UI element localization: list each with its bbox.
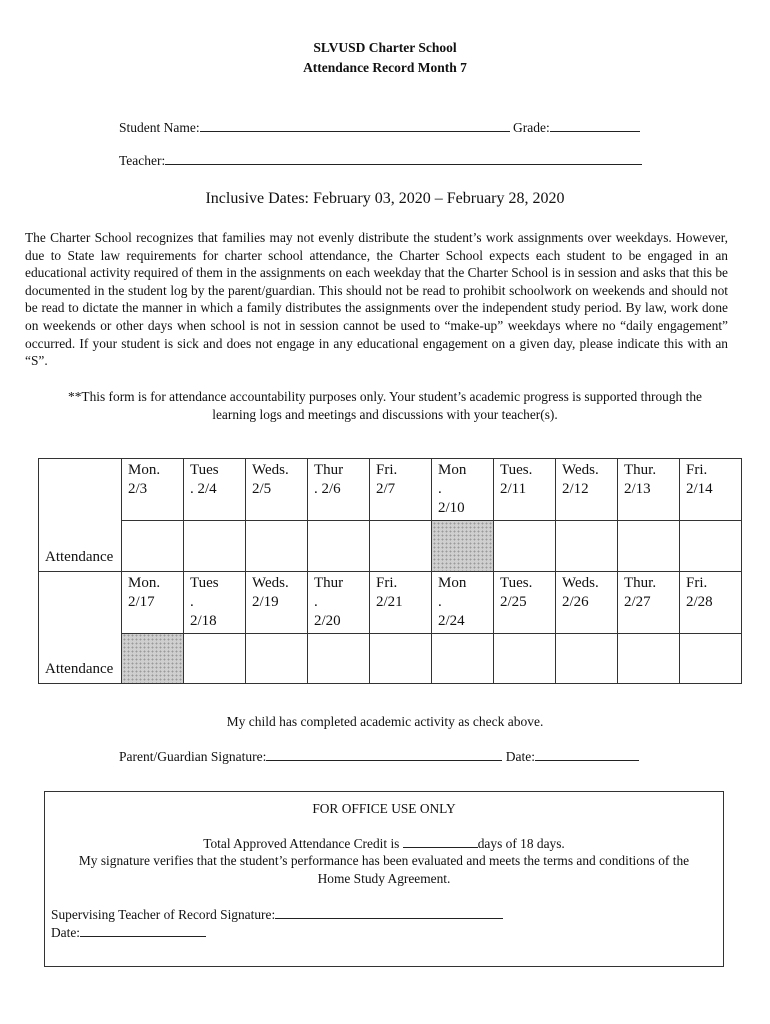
day-header-2-3: Mon. 2/3 — [122, 459, 184, 521]
student-name-row — [119, 118, 640, 136]
attendance-cell-2-27[interactable] — [618, 633, 680, 684]
attendance-cell-2-21[interactable] — [370, 633, 432, 684]
week2-attendance-row — [39, 633, 742, 684]
credit-line — [45, 834, 723, 853]
parent-signature-label: Parent/Guardian Signature: — [119, 749, 267, 764]
day-header-2-14: Fri. 2/14 — [680, 459, 742, 521]
attendance-cell-2-20[interactable] — [308, 633, 370, 684]
week2-header-row — [39, 571, 742, 633]
school-name: SLVUSD Charter School — [313, 40, 457, 55]
day-header-2-6: Thur . 2/6 — [308, 459, 370, 521]
attendance-cell-2-3[interactable] — [122, 521, 184, 572]
student-name-label: Student Name: — [119, 120, 200, 135]
office-date-row — [51, 923, 206, 942]
student-name-field[interactable] — [200, 118, 510, 132]
week2-label-cell — [39, 571, 122, 633]
parent-signature-row — [119, 747, 639, 765]
teacher-signature-field[interactable] — [275, 905, 503, 919]
day-header-2-20: Thur . 2/20 — [308, 571, 370, 633]
day-header-2-25: Tues. 2/25 — [494, 571, 556, 633]
attendance-cell-2-25[interactable] — [494, 633, 556, 684]
teacher-field[interactable] — [165, 151, 642, 165]
attendance-cell-2-13[interactable] — [618, 521, 680, 572]
teacher-signature-row — [51, 905, 503, 924]
day-header-2-24: Mon . 2/24 — [432, 571, 494, 633]
grade-label: Grade: — [513, 120, 550, 135]
verify-line-1: My signature verifies that the student’s performance has been evaluated and meets the terms and conditions of the — [78, 853, 690, 868]
office-date-field[interactable] — [80, 923, 206, 937]
day-header-2-28: Fri. 2/28 — [680, 571, 742, 633]
parent-date-label: Date: — [505, 749, 535, 764]
attendance-cell-2-10-shaded — [432, 521, 494, 572]
attendance-cell-2-18[interactable] — [184, 633, 246, 684]
day-header-2-18: Tues . 2/18 — [184, 571, 246, 633]
completion-statement: My child has completed academic activity as check above. — [226, 714, 544, 729]
parent-signature-field[interactable] — [266, 747, 502, 761]
teacher-row — [119, 151, 642, 169]
day-header-2-17: Mon. 2/17 — [122, 571, 184, 633]
attendance-cell-2-14[interactable] — [680, 521, 742, 572]
parent-date-field[interactable] — [535, 747, 639, 761]
attendance-cell-2-24[interactable] — [432, 633, 494, 684]
note-line-1: **This form is for attendance accountability purposes only. Your student’s academic progress is supported through the — [68, 389, 702, 404]
grade-field[interactable] — [550, 118, 640, 132]
attendance-cell-2-11[interactable] — [494, 521, 556, 572]
attendance-cell-2-6[interactable] — [308, 521, 370, 572]
day-header-2-5: Weds. 2/5 — [246, 459, 308, 521]
credit-suffix: days of 18 days. — [477, 836, 565, 851]
note-line-2: learning logs and meetings and discussions with your teacher(s). — [212, 407, 558, 422]
attendance-cell-2-28[interactable] — [680, 633, 742, 684]
day-header-2-21: Fri. 2/21 — [370, 571, 432, 633]
day-header-2-12: Weds. 2/12 — [556, 459, 618, 521]
inclusive-dates: Inclusive Dates: February 03, 2020 – February 28, 2020 — [205, 190, 565, 207]
teacher-signature-label: Supervising Teacher of Record Signature: — [51, 907, 276, 922]
day-header-2-13: Thur. 2/13 — [618, 459, 680, 521]
record-title: Attendance Record Month 7 — [303, 60, 467, 75]
accountability-note — [30, 388, 740, 424]
policy-paragraph: The Charter School recognizes that families may not evenly distribute the student’s work assignments over weekdays. However, due to State law requirements for charter school attendance, the Charter School expects each student to be engaged in an educational activity required of them in the assignments on each weekday that the Charter School is in session and asks that this be documented in the student log by the parent/guardian. This should not be read to prohibit schoolwork on weekends and should not be read to dictate the manner in which a family distributes the assignments over the independent study period. By law, work done on weekends or other days when school is not in session cannot be used to “make-up” weekdays where no “daily engagement” occurred. If your student is sick and does not engage in any educational engagement on a given day, please indicate this with an “S”. — [25, 230, 728, 369]
attendance-cell-2-7[interactable] — [370, 521, 432, 572]
attendance-cell-2-12[interactable] — [556, 521, 618, 572]
attendance-cell-2-5[interactable] — [246, 521, 308, 572]
day-header-2-10: Mon . 2/10 — [432, 459, 494, 521]
credit-days-field[interactable] — [403, 834, 478, 848]
day-header-2-11: Tues. 2/11 — [494, 459, 556, 521]
attendance-cell-2-4[interactable] — [184, 521, 246, 572]
office-use-box — [44, 791, 724, 967]
week1-attendance-row — [39, 521, 742, 572]
week1-header-row — [39, 459, 742, 521]
attendance-cell-2-17-shaded — [122, 633, 184, 684]
office-heading: FOR OFFICE USE ONLY — [312, 801, 456, 816]
week1-label-cell — [39, 459, 122, 521]
day-header-2-19: Weds. 2/19 — [246, 571, 308, 633]
day-header-2-26: Weds. 2/26 — [556, 571, 618, 633]
day-header-2-7: Fri. 2/7 — [370, 459, 432, 521]
attendance-row-label: Attendance — [39, 633, 122, 684]
attendance-cell-2-19[interactable] — [246, 633, 308, 684]
day-header-2-27: Thur. 2/27 — [618, 571, 680, 633]
verify-line-2: Home Study Agreement. — [317, 871, 451, 886]
teacher-label: Teacher: — [119, 153, 166, 168]
credit-prefix: Total Approved Attendance Credit is — [203, 836, 403, 851]
day-header-2-4: Tues . 2/4 — [184, 459, 246, 521]
attendance-table — [38, 458, 742, 684]
office-date-label: Date: — [51, 925, 80, 940]
attendance-row-label: Attendance — [39, 521, 122, 572]
attendance-cell-2-26[interactable] — [556, 633, 618, 684]
